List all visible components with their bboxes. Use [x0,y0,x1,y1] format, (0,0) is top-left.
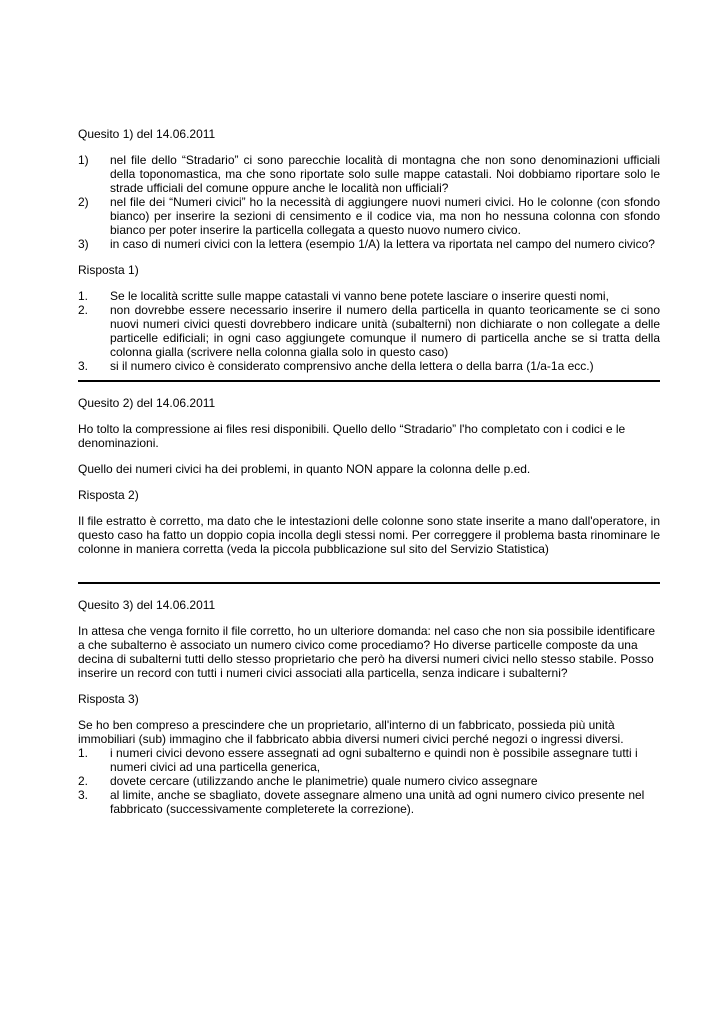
q1-answer-item [78,359,660,373]
q3-paragraph: In attesa che venga fornito il file corretto, ho un ulteriore domanda: nel caso che non sia possibile identificare a che subalterno è associato un numero civico come procediamo? Ho diverse particelle composte da una decina di subalterni tutti dello stesso proprietario che però ha diversi numeri civici nello stesso stabile. Posso inserire un record con tutti i numeri civici associati alla particella, senza indicare i subalterni? [78,624,656,680]
list-text: in caso di numeri civici con la lettera (esempio 1/A) la lettera va riportata nel campo del numero civico? [110,237,655,251]
q1-answer-list [78,289,660,373]
q2-paragraph: Quello dei numeri civici ha dei problemi, in quanto NON appare la colonna delle p.ed. [78,462,531,476]
list-number: 3) [78,237,89,251]
list-number: 2. [78,303,89,317]
q2-answer-title: Risposta 2) [78,488,139,502]
list-number: 3. [78,788,89,802]
list-text: nel file dello “Stradario” ci sono parecchie località di montagna che non sono denominazioni ufficiali della toponomastica, ma che sono riportate solo sulle mappe catastali. Noi dobbiamo riportare solo le strade ufficiali del comune oppure anche le località non ufficiali? [110,153,660,195]
list-number: 3. [78,359,89,373]
section-divider [78,582,660,584]
q1-answer-title: Risposta 1) [78,263,139,277]
q3-answer-item [78,788,660,816]
list-number: 1) [78,153,89,167]
list-text: al limite, anche se sbagliato, dovete assegnare almeno una unità ad ogni numero civico presente nel fabbricato (successivamente completerete la correzione). [110,788,645,816]
q1-question-item [78,195,660,237]
q1-answer-item [78,289,660,303]
list-number: 2. [78,774,89,788]
list-number: 2) [78,195,89,209]
list-text: nel file dei “Numeri civici” ho la necessità di aggiungere nuovi numeri civici. Ho le colonne (con sfondo bianco) per inserire la sezioni di censimento e il codice via, ma non ho nessuna colonna con sfondo bianco per poter inserire la particella collegata a questo nuovo numero civico. [110,195,660,237]
list-number: 1. [78,289,89,303]
q1-question-list [78,153,660,251]
q1-title: Quesito 1) del 14.06.2011 [78,127,216,141]
q1-question-item [78,237,660,251]
list-text: i numeri civici devono essere assegnati ad ogni subalterno e quindi non è possibile assegnare tutti i numeri civici ad una particella generica, [110,746,638,774]
q3-answer-item [78,774,660,788]
list-text: si il numero civico è considerato comprensivo anche della lettera o della barra (1/a-1a ecc.) [110,359,594,373]
q3-title: Quesito 3) del 14.06.2011 [78,598,216,612]
q3-answer-intro: Se ho ben compreso a prescindere che un proprietario, all'interno di un fabbricato, possieda più unità immobiliari (sub) immagino che il fabbricato abbia diversi numeri civici perché negozi o ingressi diversi. [78,718,624,746]
q1-question-item [78,153,660,195]
q3-answer-title: Risposta 3) [78,692,139,706]
document-page [78,127,660,816]
section-divider [78,380,660,382]
q1-answer-item [78,303,660,359]
list-number: 1. [78,746,89,760]
list-text: dovete cercare (utilizzando anche le planimetrie) quale numero civico assegnare [110,774,538,788]
list-text: non dovrebbe essere necessario inserire il numero della particella in quanto teoricamente se ci sono nuovi numeri civici questi dovrebbero indicare unità (subalterni) non dichiarate o non collegate a delle particelle edificiali; in ogni caso aggiungete comunque il numero di particella anche se si tratta della colonna gialla (scrivere nella colonna gialla solo in questo caso) [110,303,660,359]
list-text: Se le località scritte sulle mappe catastali vi vanno bene potete lasciare o inserire questi nomi, [110,289,609,303]
q2-paragraph: Ho tolto la compressione ai files resi disponibili. Quello dello “Stradario” l'ho completato con i codici e le denominazioni. [78,422,626,450]
q2-answer: Il file estratto è corretto, ma dato che le intestazioni delle colonne sono state inserite a mano dall'operatore, in questo caso ha fatto un doppio copia incolla degli stessi nomi. Per correggere il problema basta rinominare le colonne in maniera corretta (veda la piccola pubblicazione sul sito del Servizio Statistica) [78,514,660,556]
q3-answer-item [78,746,660,774]
q3-answer-list [78,746,660,816]
q2-title: Quesito 2) del 14.06.2011 [78,396,216,410]
